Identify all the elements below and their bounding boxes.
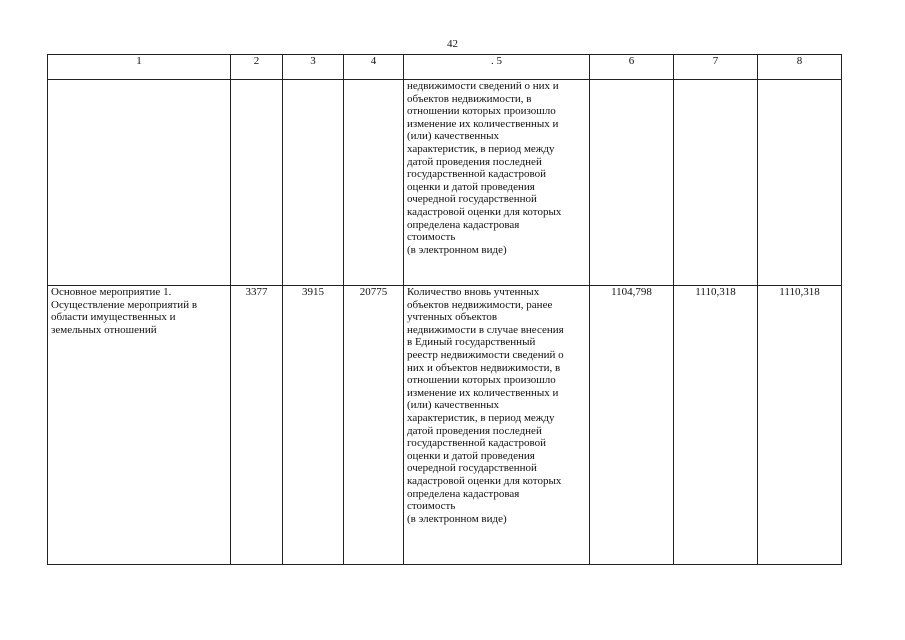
cell-col2 bbox=[231, 80, 283, 286]
cell-activity bbox=[48, 80, 231, 286]
cell-col6 bbox=[590, 80, 674, 286]
cell-col2: 3377 bbox=[231, 286, 283, 565]
cell-col8: 1110,318 bbox=[758, 286, 842, 565]
header-row bbox=[48, 55, 842, 80]
cell-activity: Основное мероприятие 1. Осуществление мероприятий в области имущественных и земельных отношений bbox=[48, 286, 231, 565]
data-table bbox=[47, 54, 842, 565]
table-row bbox=[48, 286, 842, 565]
column-header-6: 6 bbox=[590, 55, 674, 80]
cell-col7: 1110,318 bbox=[674, 286, 758, 565]
cell-col8 bbox=[758, 80, 842, 286]
cell-col7 bbox=[674, 80, 758, 286]
table-row bbox=[48, 80, 842, 286]
cell-col3 bbox=[283, 80, 344, 286]
cell-col4 bbox=[344, 80, 404, 286]
column-header-7: 7 bbox=[674, 55, 758, 80]
cell-col3: 3915 bbox=[283, 286, 344, 565]
page-number: 42 bbox=[447, 38, 458, 50]
cell-col4: 20775 bbox=[344, 286, 404, 565]
column-header-1: 1 bbox=[48, 55, 231, 80]
cell-indicator: Количество вновь учтенных объектов недвижимости, ранее учтенных объектов недвижимости в случае внесения в Единый государственный реестр недвижимости сведений о них и объектов недвижимости, в отношении которых произошло изменение их количественных и (или) качественных характеристик, в период между датой проведения последней государственной кадастровой оценки и датой проведения очередной государственной кадастровой оценки для которых определена кадастровая стоимость (в электронном виде) bbox=[404, 286, 590, 565]
cell-indicator: недвижимости сведений о них и объектов недвижимости, в отношении которых произошло изменение их количественных и (или) качественных характеристик, в период между датой проведения последней государственной кадастровой оценки и датой проведения очередной государственной кадастровой оценки для которых определена кадастровая стоимость (в электронном виде) bbox=[404, 80, 590, 286]
column-header-4: 4 bbox=[344, 55, 404, 80]
cell-col6: 1104,798 bbox=[590, 286, 674, 565]
column-header-2: 2 bbox=[231, 55, 283, 80]
column-header-8: 8 bbox=[758, 55, 842, 80]
column-header-5: . 5 bbox=[404, 55, 590, 80]
column-header-3: 3 bbox=[283, 55, 344, 80]
